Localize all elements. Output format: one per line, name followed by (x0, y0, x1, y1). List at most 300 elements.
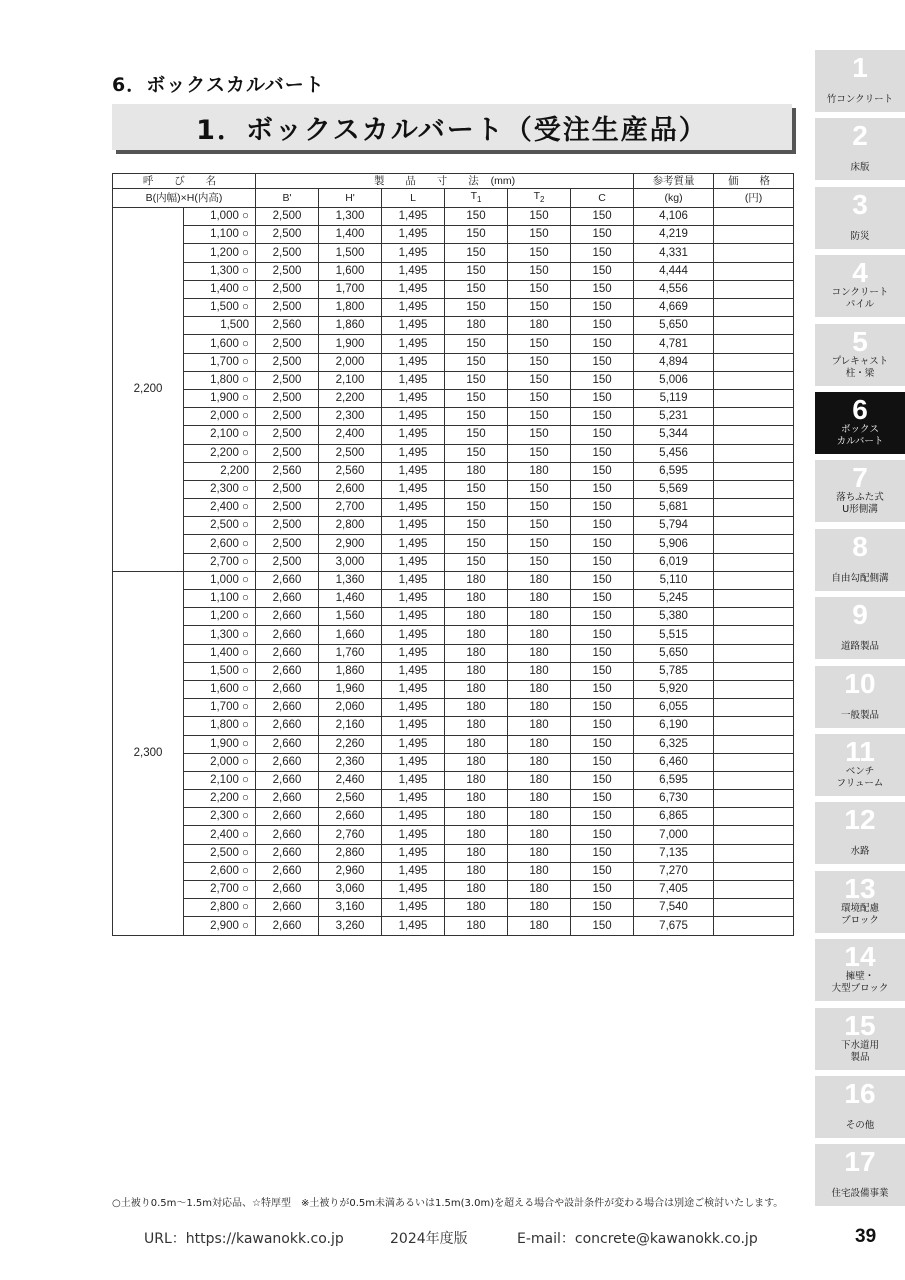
cell-price (714, 208, 794, 226)
cell-t1: 150 (445, 299, 508, 317)
cell-c: 150 (571, 826, 634, 844)
inner-height-cell: 2,200 ○ (184, 790, 256, 808)
table-row (113, 517, 794, 535)
cell-hp: 2,700 (319, 499, 382, 517)
header-dims: 製 品 寸 法 (mm) (256, 174, 634, 189)
sidebar-tab-number: 11 (845, 736, 875, 767)
sidebar-tab-label: 環境配慮 ブロック (840, 902, 879, 926)
cell-price (714, 590, 794, 608)
cell-bp: 2,660 (256, 590, 319, 608)
cell-hp: 1,660 (319, 626, 382, 644)
cell-c: 150 (571, 717, 634, 735)
header-price-unit: (円) (714, 189, 794, 208)
cell-bp: 2,660 (256, 680, 319, 698)
cell-bp: 2,500 (256, 226, 319, 244)
cell-l: 1,495 (382, 462, 445, 480)
sidebar-tab-label: 床版 (850, 162, 870, 174)
inner-height-cell: 1,700 ○ (184, 353, 256, 371)
header-col-t1: $T_1$ (445, 189, 508, 208)
sidebar-tab-4[interactable] (815, 255, 905, 317)
cell-bp: 2,500 (256, 444, 319, 462)
cell-c: 150 (571, 408, 634, 426)
cell-bp: 2,500 (256, 262, 319, 280)
cell-price (714, 517, 794, 535)
cell-bp: 2,660 (256, 844, 319, 862)
sidebar-tab-8[interactable] (815, 529, 905, 591)
sidebar-tab-12[interactable] (815, 802, 905, 864)
table-row (113, 826, 794, 844)
cell-hp: 2,860 (319, 844, 382, 862)
cell-l: 1,495 (382, 389, 445, 407)
table-row (113, 771, 794, 789)
cell-w: 5,920 (634, 680, 714, 698)
cell-hp: 1,560 (319, 608, 382, 626)
cell-bp: 2,560 (256, 317, 319, 335)
table-row (113, 717, 794, 735)
cell-bp: 2,500 (256, 408, 319, 426)
cell-w: 5,119 (634, 389, 714, 407)
cell-t1: 180 (445, 699, 508, 717)
sidebar-tab-label: 道路製品 (840, 641, 879, 653)
cell-t2: 180 (508, 753, 571, 771)
table-row (113, 608, 794, 626)
table-row (113, 808, 794, 826)
cell-price (714, 790, 794, 808)
cell-bp: 2,660 (256, 699, 319, 717)
table-header (113, 174, 794, 208)
cell-t2: 150 (508, 480, 571, 498)
cell-hp: 2,100 (319, 371, 382, 389)
inner-height-cell: 1,400 ○ (184, 280, 256, 298)
cell-t2: 180 (508, 917, 571, 935)
cell-hp: 2,060 (319, 699, 382, 717)
header-col-l: L (382, 189, 445, 208)
cell-price (714, 444, 794, 462)
cell-hp: 1,300 (319, 208, 382, 226)
cell-price (714, 626, 794, 644)
table-row (113, 389, 794, 407)
cell-w: 5,245 (634, 590, 714, 608)
cell-c: 150 (571, 771, 634, 789)
page-number: 39 (855, 1226, 877, 1247)
cell-l: 1,495 (382, 899, 445, 917)
sidebar-tab-7[interactable] (815, 460, 905, 522)
cell-t1: 180 (445, 735, 508, 753)
cell-price (714, 535, 794, 553)
cell-bp: 2,660 (256, 881, 319, 899)
cell-bp: 2,660 (256, 626, 319, 644)
inner-height-cell: 2,200 (184, 462, 256, 480)
table-row (113, 899, 794, 917)
cell-c: 150 (571, 844, 634, 862)
inner-height-cell: 2,100 ○ (184, 426, 256, 444)
cell-w: 4,219 (634, 226, 714, 244)
cell-t2: 150 (508, 426, 571, 444)
cell-t2: 150 (508, 262, 571, 280)
cell-t1: 180 (445, 899, 508, 917)
cell-t1: 180 (445, 608, 508, 626)
cell-w: 4,106 (634, 208, 714, 226)
cell-bp: 2,660 (256, 662, 319, 680)
table-row (113, 881, 794, 899)
table-row (113, 626, 794, 644)
cell-w: 5,344 (634, 426, 714, 444)
cell-hp: 3,000 (319, 553, 382, 571)
cell-t1: 180 (445, 626, 508, 644)
cell-price (714, 426, 794, 444)
cell-w: 6,865 (634, 808, 714, 826)
cell-t1: 180 (445, 862, 508, 880)
table-row (113, 353, 794, 371)
cell-l: 1,495 (382, 844, 445, 862)
table-row (113, 844, 794, 862)
cell-t1: 180 (445, 881, 508, 899)
cell-c: 150 (571, 389, 634, 407)
cell-price (714, 753, 794, 771)
cell-hp: 2,360 (319, 753, 382, 771)
sidebar-tab-1[interactable] (815, 50, 905, 112)
cell-price (714, 244, 794, 262)
cell-t2: 150 (508, 499, 571, 517)
cell-c: 150 (571, 917, 634, 935)
cell-w: 4,556 (634, 280, 714, 298)
table-row (113, 753, 794, 771)
cell-l: 1,495 (382, 553, 445, 571)
cell-w: 5,650 (634, 644, 714, 662)
cell-w: 6,730 (634, 790, 714, 808)
footnote: ○土被り0.5m～1.5m対応品、☆特厚型 ※土被りが0.5m未満あるいは1.5m(3.0m)を超える場合や設計条件が変わる場合は別途ご検討いたします。 (112, 1198, 784, 1209)
cell-hp: 3,160 (319, 899, 382, 917)
cell-c: 150 (571, 299, 634, 317)
cell-c: 150 (571, 680, 634, 698)
sidebar-tab-6[interactable] (815, 392, 905, 454)
cell-c: 150 (571, 499, 634, 517)
cell-c: 150 (571, 444, 634, 462)
cell-t2: 150 (508, 208, 571, 226)
cell-t2: 150 (508, 408, 571, 426)
sidebar-tab-10[interactable] (815, 666, 905, 728)
cell-bp: 2,500 (256, 299, 319, 317)
cell-bp: 2,500 (256, 535, 319, 553)
cell-w: 6,595 (634, 462, 714, 480)
cell-price (714, 771, 794, 789)
cell-t1: 150 (445, 408, 508, 426)
cell-hp: 1,800 (319, 299, 382, 317)
sidebar-tab-13[interactable] (815, 871, 905, 933)
sidebar-tab-label: 一般製品 (840, 709, 879, 721)
cell-w: 5,231 (634, 408, 714, 426)
cell-bp: 2,500 (256, 353, 319, 371)
cell-price (714, 680, 794, 698)
cell-price (714, 844, 794, 862)
inner-height-cell: 1,500 ○ (184, 662, 256, 680)
table-body (113, 208, 794, 936)
cell-l: 1,495 (382, 808, 445, 826)
cell-l: 1,495 (382, 226, 445, 244)
cell-bp: 2,660 (256, 790, 319, 808)
cell-t2: 180 (508, 826, 571, 844)
cell-l: 1,495 (382, 262, 445, 280)
table-row (113, 917, 794, 935)
table-row (113, 480, 794, 498)
sidebar-tab-9[interactable] (815, 597, 905, 659)
cell-t1: 180 (445, 662, 508, 680)
table-row (113, 299, 794, 317)
cell-t1: 150 (445, 280, 508, 298)
cell-price (714, 862, 794, 880)
cell-t2: 180 (508, 626, 571, 644)
cell-c: 150 (571, 480, 634, 498)
sidebar-tab-16[interactable] (815, 1076, 905, 1138)
cell-w: 4,444 (634, 262, 714, 280)
inner-height-cell: 1,400 ○ (184, 644, 256, 662)
inner-height-cell: 1,500 ○ (184, 299, 256, 317)
cell-bp: 2,500 (256, 335, 319, 353)
cell-hp: 1,860 (319, 662, 382, 680)
cell-bp: 2,500 (256, 244, 319, 262)
table-row (113, 499, 794, 517)
cell-t1: 180 (445, 808, 508, 826)
cell-hp: 3,060 (319, 881, 382, 899)
cell-price (714, 826, 794, 844)
cell-t2: 180 (508, 844, 571, 862)
inner-height-cell: 1,800 ○ (184, 717, 256, 735)
cell-t2: 150 (508, 553, 571, 571)
cell-price (714, 717, 794, 735)
sidebar-tab-number: 2 (852, 120, 868, 152)
sidebar-tab-2[interactable] (815, 118, 905, 180)
cell-price (714, 881, 794, 899)
table-row (113, 553, 794, 571)
cell-l: 1,495 (382, 571, 445, 589)
cell-t2: 180 (508, 571, 571, 589)
cell-w: 5,110 (634, 571, 714, 589)
cell-t1: 150 (445, 480, 508, 498)
cell-price (714, 808, 794, 826)
cell-bp: 2,500 (256, 371, 319, 389)
cell-c: 150 (571, 626, 634, 644)
cell-price (714, 280, 794, 298)
cell-price (714, 317, 794, 335)
cell-t2: 180 (508, 899, 571, 917)
cell-hp: 2,960 (319, 862, 382, 880)
cell-w: 7,675 (634, 917, 714, 935)
table-row (113, 590, 794, 608)
cell-l: 1,495 (382, 881, 445, 899)
cell-w: 6,325 (634, 735, 714, 753)
table-row (113, 208, 794, 226)
inner-height-cell: 2,800 ○ (184, 899, 256, 917)
cell-bp: 2,660 (256, 717, 319, 735)
cell-t1: 150 (445, 426, 508, 444)
inner-height-cell: 1,000 ○ (184, 571, 256, 589)
cell-t2: 150 (508, 226, 571, 244)
cell-t1: 180 (445, 644, 508, 662)
cell-hp: 2,460 (319, 771, 382, 789)
cell-w: 6,460 (634, 753, 714, 771)
table-row (113, 335, 794, 353)
cell-price (714, 262, 794, 280)
cell-l: 1,495 (382, 444, 445, 462)
inner-height-cell: 2,400 ○ (184, 826, 256, 844)
cell-bp: 2,500 (256, 499, 319, 517)
cell-l: 1,495 (382, 426, 445, 444)
cell-price (714, 353, 794, 371)
cell-t2: 150 (508, 280, 571, 298)
table-row (113, 680, 794, 698)
table-row (113, 699, 794, 717)
inner-height-cell: 2,000 ○ (184, 753, 256, 771)
cell-t1: 180 (445, 771, 508, 789)
cell-c: 150 (571, 899, 634, 917)
inner-height-cell: 1,900 ○ (184, 735, 256, 753)
cell-c: 150 (571, 881, 634, 899)
cell-w: 5,785 (634, 662, 714, 680)
cell-c: 150 (571, 808, 634, 826)
cell-w: 6,595 (634, 771, 714, 789)
cell-hp: 2,400 (319, 426, 382, 444)
cell-l: 1,495 (382, 535, 445, 553)
cell-bp: 2,500 (256, 426, 319, 444)
inner-height-cell: 1,100 ○ (184, 590, 256, 608)
cell-t1: 150 (445, 517, 508, 535)
table-row (113, 644, 794, 662)
inner-height-cell: 1,900 ○ (184, 389, 256, 407)
table-row (113, 280, 794, 298)
spec-table (112, 173, 794, 936)
cell-hp: 2,300 (319, 408, 382, 426)
cell-t1: 150 (445, 335, 508, 353)
cell-bp: 2,660 (256, 917, 319, 935)
cell-t2: 180 (508, 317, 571, 335)
cell-t2: 180 (508, 771, 571, 789)
cell-bp: 2,660 (256, 571, 319, 589)
header-col-c: C (571, 189, 634, 208)
cell-t2: 150 (508, 244, 571, 262)
footer-email[interactable]: E-mail：concrete@kawanokk.co.jp (517, 1231, 758, 1247)
cell-l: 1,495 (382, 790, 445, 808)
cell-c: 150 (571, 280, 634, 298)
table-row (113, 462, 794, 480)
cell-price (714, 371, 794, 389)
header-yobina: 呼 び 名 (113, 174, 256, 189)
cell-t1: 150 (445, 499, 508, 517)
cell-hp: 1,760 (319, 644, 382, 662)
cell-l: 1,495 (382, 644, 445, 662)
cell-price (714, 571, 794, 589)
table-row (113, 862, 794, 880)
cell-t1: 150 (445, 226, 508, 244)
cell-t2: 150 (508, 335, 571, 353)
inner-height-cell: 1,600 ○ (184, 335, 256, 353)
sidebar-tab-number: 9 (852, 599, 868, 631)
inner-height-cell: 1,000 ○ (184, 208, 256, 226)
footer-url[interactable]: URL：https://kawanokk.co.jp (144, 1231, 344, 1247)
cell-bp: 2,500 (256, 208, 319, 226)
cell-c: 150 (571, 644, 634, 662)
header-weight: 参考質量 (634, 174, 714, 189)
cell-l: 1,495 (382, 371, 445, 389)
sidebar-tab-number: 5 (852, 325, 868, 357)
cell-bp: 2,660 (256, 826, 319, 844)
cell-c: 150 (571, 226, 634, 244)
table-row (113, 571, 794, 589)
table-row (113, 262, 794, 280)
cell-price (714, 608, 794, 626)
cell-t2: 180 (508, 862, 571, 880)
cell-c: 150 (571, 662, 634, 680)
inner-height-cell: 1,800 ○ (184, 371, 256, 389)
cell-hp: 1,460 (319, 590, 382, 608)
cell-w: 7,000 (634, 826, 714, 844)
cell-t1: 180 (445, 790, 508, 808)
inner-height-cell: 2,600 ○ (184, 862, 256, 880)
sidebar-tab-15[interactable] (815, 1008, 905, 1070)
sidebar-tab-label: 住宅設備事業 (831, 1188, 889, 1200)
cell-hp: 2,760 (319, 826, 382, 844)
sidebar-tab-label: プレキャスト 柱・梁 (831, 355, 889, 379)
inner-height-cell: 2,500 ○ (184, 844, 256, 862)
cell-w: 7,405 (634, 881, 714, 899)
cell-t2: 180 (508, 462, 571, 480)
cell-c: 150 (571, 462, 634, 480)
cell-hp: 3,260 (319, 917, 382, 935)
cell-w: 4,894 (634, 353, 714, 371)
table-row (113, 371, 794, 389)
cell-c: 150 (571, 553, 634, 571)
sidebar-tab-5[interactable] (815, 324, 905, 386)
sidebar-tab-11[interactable] (815, 734, 905, 796)
cell-w: 7,540 (634, 899, 714, 917)
cell-bp: 2,660 (256, 808, 319, 826)
cell-t2: 180 (508, 590, 571, 608)
cell-c: 150 (571, 790, 634, 808)
cell-w: 5,794 (634, 517, 714, 535)
inner-height-cell: 2,700 ○ (184, 553, 256, 571)
cell-c: 150 (571, 571, 634, 589)
cell-price (714, 335, 794, 353)
cell-w: 7,270 (634, 862, 714, 880)
cell-hp: 2,160 (319, 717, 382, 735)
sidebar-tab-label: 防災 (850, 230, 870, 242)
header-price: 価 格 (714, 174, 794, 189)
cell-hp: 2,200 (319, 389, 382, 407)
sidebar-tab-label: ボックス カルバート (836, 424, 884, 447)
cell-t1: 180 (445, 317, 508, 335)
cell-w: 5,650 (634, 317, 714, 335)
cell-c: 150 (571, 208, 634, 226)
cell-t2: 150 (508, 353, 571, 371)
sidebar-tab-label: ベンチ フリューム (836, 766, 884, 789)
cell-c: 150 (571, 862, 634, 880)
sidebar-tab-number: 7 (852, 462, 868, 494)
cell-hp: 2,560 (319, 790, 382, 808)
sidebar-tab-label: 擁壁・ 大型ブロック (831, 971, 889, 995)
cell-price (714, 662, 794, 680)
table-row (113, 426, 794, 444)
cell-price (714, 917, 794, 935)
inner-width-cell: 2,200 (113, 208, 184, 572)
sidebar-tab-17[interactable] (815, 1144, 905, 1206)
table-row (113, 244, 794, 262)
sidebar-tab-label: 水路 (850, 846, 870, 858)
cell-bp: 2,660 (256, 753, 319, 771)
sidebar-tab-3[interactable] (815, 187, 905, 249)
sidebar-tab-14[interactable] (815, 939, 905, 1001)
cell-c: 150 (571, 699, 634, 717)
sidebar-tab-number: 10 (844, 667, 876, 699)
cell-bp: 2,660 (256, 644, 319, 662)
